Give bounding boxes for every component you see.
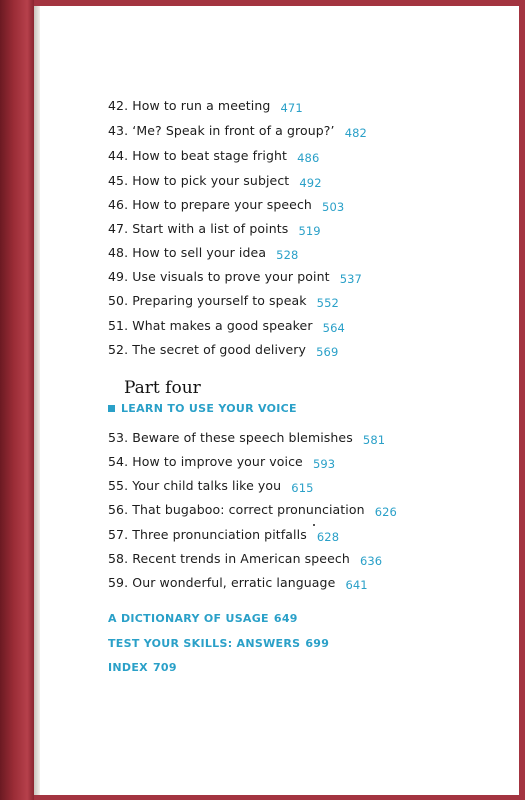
toc-entry[interactable]: 54. How to improve your voice 593 <box>108 454 336 471</box>
cover-edge-bottom <box>34 795 525 800</box>
square-bullet-icon <box>108 405 115 412</box>
back-matter-dictionary[interactable]: A DICTIONARY OF USAGE 649 <box>108 612 298 625</box>
toc-entry[interactable]: 59. Our wonderful, erratic language 641 <box>108 575 368 592</box>
page-gutter <box>34 0 40 800</box>
back-matter-answers[interactable]: TEST YOUR SKILLS: ANSWERS 699 <box>108 637 330 650</box>
toc-entry[interactable]: 55. Your child talks like you 615 <box>108 478 314 495</box>
part-heading: Part four <box>124 378 201 398</box>
cover-edge-right <box>519 0 525 800</box>
toc-entry[interactable]: 48. How to sell your idea 528 <box>108 245 299 262</box>
toc-entry[interactable]: 46. How to prepare your speech 503 <box>108 197 345 214</box>
toc-entry[interactable]: 58. Recent trends in American speech 636 <box>108 551 383 568</box>
toc-entry[interactable]: 51. What makes a good speaker 564 <box>108 318 345 335</box>
back-matter-index[interactable]: INDEX 709 <box>108 661 177 674</box>
toc-entry[interactable]: 56. That bugaboo: correct pronunciation 626 <box>108 502 397 519</box>
ink-speck <box>313 524 315 526</box>
toc-entry[interactable]: 52. The secret of good delivery 569 <box>108 342 339 359</box>
toc-entry[interactable]: 47. Start with a list of points 519 <box>108 221 321 238</box>
toc-entry[interactable]: 45. How to pick your subject 492 <box>108 173 322 190</box>
part-subheading: LEARN TO USE YOUR VOICE <box>108 402 297 415</box>
toc-entry[interactable]: 42. How to run a meeting 471 <box>108 98 303 115</box>
toc-entry[interactable]: 50. Preparing yourself to speak 552 <box>108 293 339 310</box>
toc-entry[interactable]: 44. How to beat stage fright 486 <box>108 148 320 165</box>
toc-entry[interactable]: 57. Three pronunciation pitfalls 628 <box>108 527 340 544</box>
book-binding <box>0 0 34 800</box>
toc-entry[interactable]: 43. ‘Me? Speak in front of a group?’ 482 <box>108 123 367 140</box>
toc-entry[interactable]: 49. Use visuals to prove your point 537 <box>108 269 362 286</box>
cover-edge-top <box>34 0 525 6</box>
toc-entry[interactable]: 53. Beware of these speech blemishes 581 <box>108 430 386 447</box>
